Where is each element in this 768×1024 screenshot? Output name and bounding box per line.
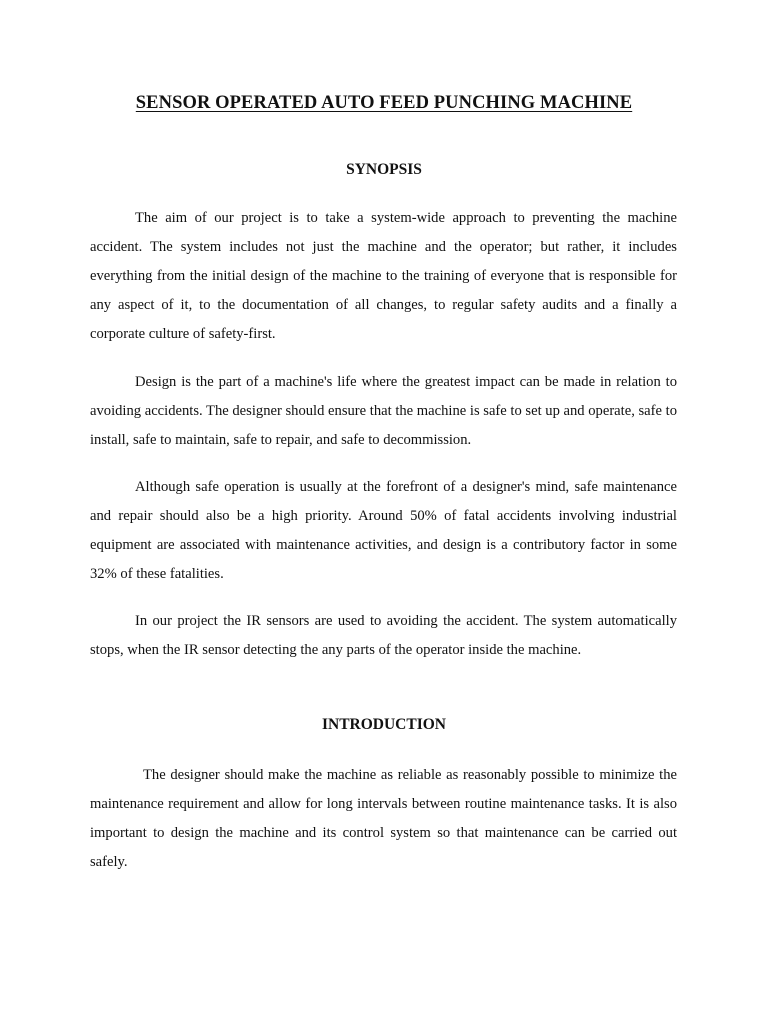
synopsis-paragraph-4: In our project the IR sensors are used to avoiding the accident. The system automatically stops, when the IR sensor detecting the any parts of the operator inside the machine. — [90, 613, 677, 658]
synopsis-paragraph-1: The aim of our project is to take a system-wide approach to preventing the machine accident. The system includes not just the machine and the operator; but rather, it includes everything from the initial design of the machine to the training of everyone that is responsible for any aspect of it, to the documentation of all changes, to regular safety audits and a finally a corporate culture of safety-first. — [90, 210, 677, 342]
synopsis-paragraph-3: Although safe operation is usually at the forefront of a designer's mind, safe maintenance and repair should also be a high priority. Around 50% of fatal accidents involving industrial equipment are associated with maintenance activities, and design is a contributory factor in some 32% of these fatalities. — [90, 479, 677, 582]
synopsis-paragraph-2: Design is the part of a machine's life where the greatest impact can be made in relation to avoiding accidents. The designer should ensure that the machine is safe to set up and operate, safe to install, safe to maintain, safe to repair, and safe to decommission. — [90, 374, 677, 448]
section-heading-synopsis: SYNOPSIS — [346, 161, 422, 178]
introduction-paragraph-1: The designer should make the machine as reliable as reasonably possible to minimize the maintenance requirement and allow for long intervals between routine maintenance tasks. It is also important to design the machine and its control system so that maintenance can be carried out safely. — [90, 767, 677, 870]
section-heading-introduction: INTRODUCTION — [321, 716, 446, 733]
document-title: SENSOR OPERATED AUTO FEED PUNCHING MACHINE — [135, 93, 633, 113]
